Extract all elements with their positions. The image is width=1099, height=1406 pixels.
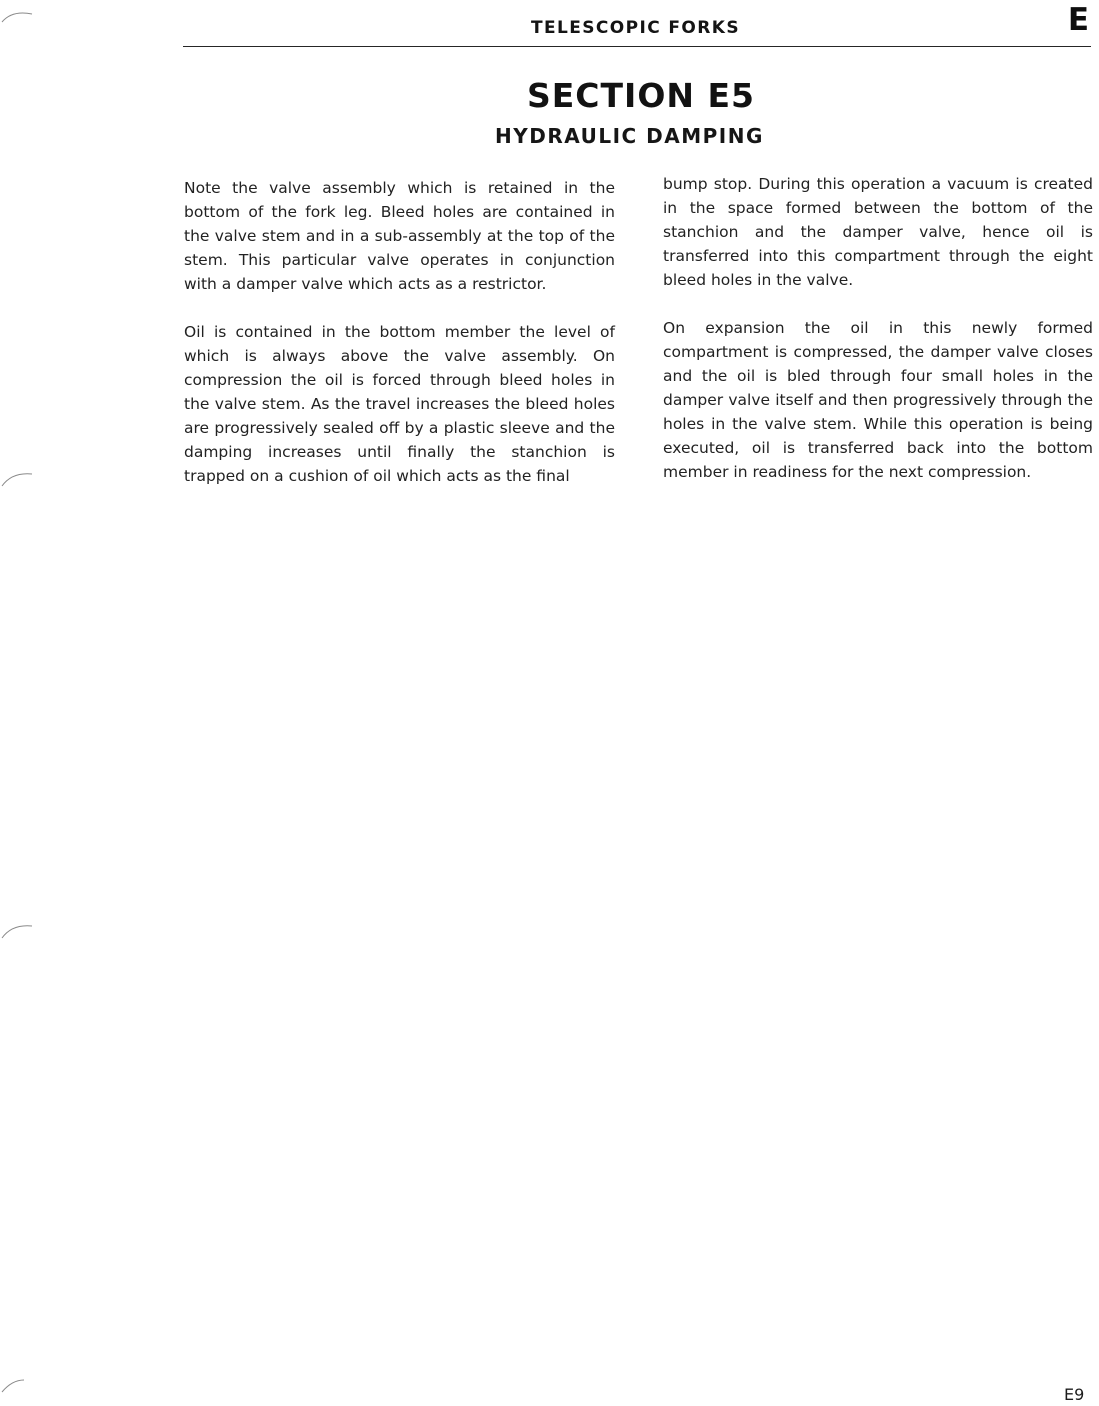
punch-hole-mark [0, 466, 34, 488]
punch-hole-mark [0, 918, 34, 940]
right-column [663, 172, 1093, 508]
left-column [184, 176, 615, 512]
header-rule [183, 46, 1091, 47]
paragraph: On expansion the oil in this newly formed compartment is compressed, the damper valve closes and the oil is bled through four small holes in the damper valve itself and then progressively through the holes in the valve stem. While this operation is being executed, oil is transferred back into the bottom member in readiness for the next compression. [663, 319, 1093, 481]
running-header-title: TELESCOPIC FORKS [531, 18, 740, 38]
paragraph: Oil is contained in the bottom member the level of which is always above the valve assembly. On compression the oil is forced through bleed holes in the valve stem. As the travel increases the bleed holes are progressively sealed off by a plastic sleeve and the damping increases until finally the stanchion is trapped on a cushion of oil which acts as the final [184, 323, 615, 485]
section-subtitle: HYDRAULIC DAMPING [495, 124, 764, 148]
section-letter: E [1067, 2, 1089, 38]
page-number: E9 [1064, 1385, 1085, 1404]
punch-hole-mark [0, 4, 34, 26]
paragraph: Note the valve assembly which is retained in the bottom of the fork leg. Bleed holes are contained in the valve stem and in a sub-assembly at the top of the stem. This particular valve operates in conjunction with a damper valve which acts as a restrictor. [184, 179, 615, 293]
punch-hole-mark [0, 1372, 34, 1394]
paragraph: bump stop. During this operation a vacuum is created in the space formed between the bottom of the stanchion and the damper valve, hence oil is transferred into this compartment through the eight bleed holes in the valve. [663, 175, 1093, 289]
section-title: SECTION E5 [527, 76, 755, 115]
